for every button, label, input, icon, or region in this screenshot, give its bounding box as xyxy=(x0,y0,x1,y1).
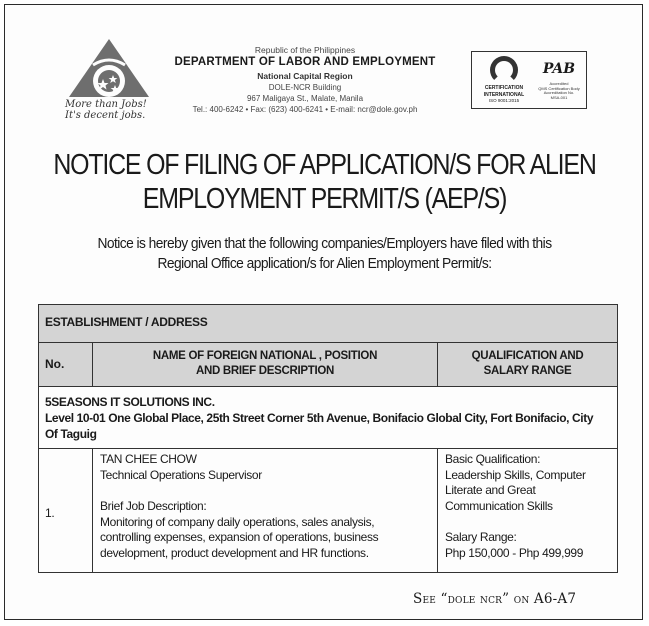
notice-page xyxy=(4,4,643,620)
salary-label: Salary Range: xyxy=(445,530,517,544)
building-name: DOLE-NCR Building xyxy=(268,83,342,92)
col-qual-line1: QUALIFICATION AND xyxy=(471,350,584,362)
notice-intro xyxy=(31,234,619,274)
pab-line4: MSA-001 xyxy=(550,94,568,100)
foreign-national-name: TAN CHEE CHOW xyxy=(100,452,197,466)
iso-ring-icon xyxy=(490,56,518,84)
position-title: Technical Operations Supervisor xyxy=(100,467,262,482)
salary-range: Php 150,000 - Php 499,999 xyxy=(445,545,584,560)
col-name-header xyxy=(93,343,438,386)
brief-line2: controlling expenses, expansion of operations, business xyxy=(100,530,379,544)
iso-line1: CERTIFICATION xyxy=(484,85,524,91)
qual-line2: Literate and Great xyxy=(445,483,536,497)
entry-no: 1. xyxy=(45,506,55,520)
pab-accreditation xyxy=(534,56,584,100)
brief-line1: Monitoring of company daily operations, sales analysis, xyxy=(100,514,375,529)
iso-certification xyxy=(476,56,532,103)
entry-no-cell xyxy=(39,449,93,572)
pab-mark: PAB xyxy=(542,61,576,77)
pab-line1: Accredited xyxy=(549,81,569,86)
republic-label: Republic of the Philippines xyxy=(254,45,356,55)
entry-name-cell xyxy=(93,449,438,572)
qual-line1: Leadership Skills, Computer xyxy=(445,467,586,482)
col-name-line2: AND BRIEF DESCRIPTION xyxy=(195,365,335,377)
notice-intro-line2: Regional Office application/s for Alien Employment Permit/s: xyxy=(157,255,492,272)
department-name: DEPARTMENT OF LABOR AND EMPLOYMENT xyxy=(174,56,436,68)
col-no-label: No. xyxy=(45,357,65,371)
col-qual-line2: SALARY RANGE xyxy=(483,365,572,377)
aep-table xyxy=(38,304,618,573)
pab-line3: Accreditation No. xyxy=(543,90,575,96)
logo-tagline-line2: It's decent jobs. xyxy=(65,110,146,121)
company-address: Level 10-01 One Global Place, 25th Street Corner 5th Avenue, Bonifacio Global City, Fort Bonifacio, City Of Taguig xyxy=(45,411,594,441)
certification-box xyxy=(471,51,587,109)
company-row xyxy=(39,387,617,449)
pab-line2: QMS Certification Body xyxy=(538,85,580,91)
notice-title-line2: EMPLOYMENT PERMIT/S (AEP/S) xyxy=(142,183,507,215)
agency-header xyxy=(155,45,455,114)
notice-intro-line1: Notice is hereby given that the following companies/Employers have filed with this xyxy=(97,235,552,252)
col-qual-header xyxy=(438,343,617,386)
region-name: National Capital Region xyxy=(257,71,353,81)
office-address: 967 Maligaya St., Malate, Manila xyxy=(246,94,364,103)
brief-line3: development, product development and HR functions. xyxy=(100,545,369,560)
table-row xyxy=(39,449,617,572)
entry-qual-cell xyxy=(438,449,617,572)
logo-tagline-line1: More than Jobs! xyxy=(65,99,147,110)
company-name: 5SEASONS IT SOLUTIONS INC. xyxy=(45,395,215,409)
notice-title xyxy=(50,148,600,216)
column-header-row xyxy=(39,343,617,387)
col-no-header xyxy=(39,343,93,386)
establishment-header: ESTABLISHMENT / ADDRESS xyxy=(45,315,208,329)
contact-info: Tel.: 400-6242 • Fax: (623) 400-6241 • E-mail: ncr@dole.gov.ph xyxy=(192,105,418,114)
establishment-header-row xyxy=(39,305,617,343)
qual-label: Basic Qualification: xyxy=(445,452,541,466)
iso-line2: INTERNATIONAL xyxy=(483,92,525,98)
qual-line3: Communication Skills xyxy=(445,498,553,513)
brief-label: Brief Job Description: xyxy=(100,499,207,513)
see-also-reference: See “dole ncr” on A6-A7 xyxy=(413,591,577,607)
notice-title-line1: NOTICE OF FILING OF APPLICATION/S FOR ALIEN xyxy=(53,149,596,181)
iso-line3: ISO 9001:2015 xyxy=(488,98,520,103)
col-name-line1: NAME OF FOREIGN NATIONAL , POSITION xyxy=(152,350,378,362)
logo-tagline xyxy=(65,99,165,121)
